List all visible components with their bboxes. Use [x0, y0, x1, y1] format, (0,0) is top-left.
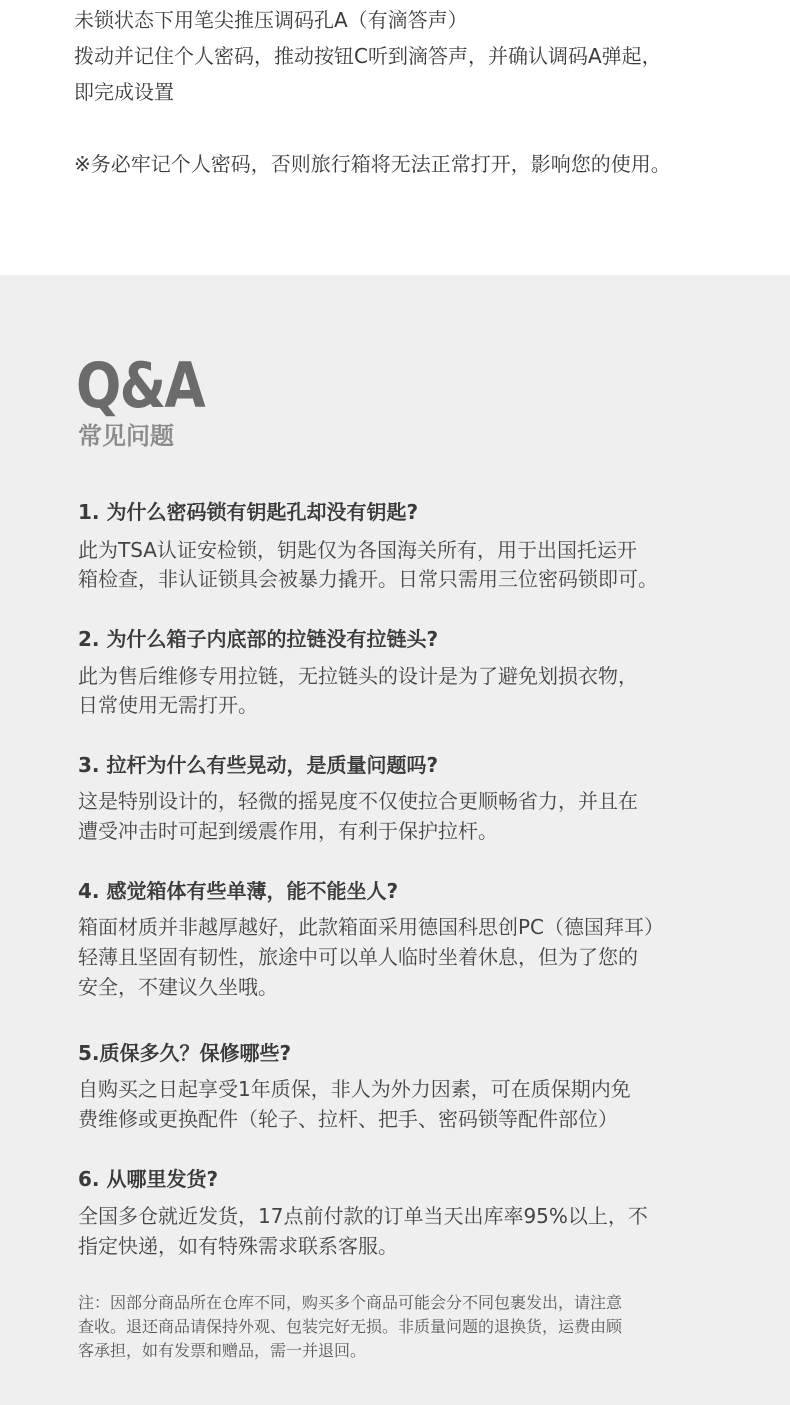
faq-answer-2-line-2: 日常使用无需打开。: [78, 693, 258, 717]
faq-note-line-1: 注：因部分商品所在仓库不同，购买多个商品可能会分不同包裹发出，请注意: [78, 1293, 623, 1312]
faq-answer-3-line-1: 这是特别设计的，轻微的摇晃度不仅使拉合更顺畅省力，并且在: [78, 789, 638, 813]
faq-answer-5-line-1: 自购买之日起享受1年质保，非人为外力因素，可在质保期内免: [78, 1077, 631, 1101]
faq-answer-1-line-2: 箱检查，非认证锁具会被暴力撬开。日常只需用三位密码锁即可。: [78, 567, 658, 591]
faq-note-line-3: 客承担，如有发票和赠品，需一并退回。: [78, 1341, 367, 1360]
faq-answer-4-line-3: 安全，不建议久坐哦。: [78, 975, 278, 999]
faq-answer-4-line-1: 箱面材质并非越厚越好，此款箱面采用德国科思创PC（德国拜耳）: [78, 915, 665, 939]
faq-question-5: 5.质保多久？保修哪些?: [78, 1041, 292, 1065]
faq-note-line-2: 查收。退还商品请保持外观、包装完好无损。非质量问题的退换货，运费由顾: [78, 1317, 623, 1336]
faq-answer-3-line-2: 遭受冲击时可起到缓震作用，有利于保护拉杆。: [78, 819, 498, 843]
setup-line-1: 未锁状态下用笔尖推压调码孔A（有滴答声）: [74, 8, 468, 32]
faq-question-4: 4. 感觉箱体有些单薄，能不能坐人?: [78, 879, 399, 903]
faq-answer-1-line-1: 此为TSA认证安检锁，钥匙仅为各国海关所有，用于出国托运开: [78, 538, 637, 562]
setup-section: [0, 0, 790, 275]
faq-answer-6-line-2: 指定快递，如有特殊需求联系客服。: [78, 1234, 398, 1258]
faq-answer-2-line-1: 此为售后维修专用拉链，无拉链头的设计是为了避免划损衣物，: [78, 664, 638, 688]
faq-question-2: 2. 为什么箱子内底部的拉链没有拉链头?: [78, 627, 439, 651]
setup-line-3: 即完成设置: [74, 80, 174, 104]
setup-warning: ※务必牢记个人密码，否则旅行箱将无法正常打开，影响您的使用。: [74, 152, 671, 176]
setup-line-2: 拨动并记住个人密码，推动按钮C听到滴答声，并确认调码A弹起，: [74, 44, 662, 68]
faq-question-3: 3. 拉杆为什么有些晃动，是质量问题吗?: [78, 753, 439, 777]
faq-answer-4-line-2: 轻薄且坚固有韧性，旅途中可以单人临时坐着休息，但为了您的: [78, 945, 638, 969]
faq-title: Q&A: [76, 349, 204, 422]
faq-question-6: 6. 从哪里发货?: [78, 1167, 219, 1191]
faq-section: [0, 275, 790, 1405]
faq-answer-6-line-1: 全国多仓就近发货，17点前付款的订单当天出库率95%以上，不: [78, 1204, 648, 1228]
faq-answer-5-line-2: 费维修或更换配件（轮子、拉杆、把手、密码锁等配件部位）: [78, 1107, 618, 1131]
faq-subtitle: 常见问题: [78, 422, 174, 450]
faq-question-1: 1. 为什么密码锁有钥匙孔却没有钥匙?: [78, 500, 419, 524]
